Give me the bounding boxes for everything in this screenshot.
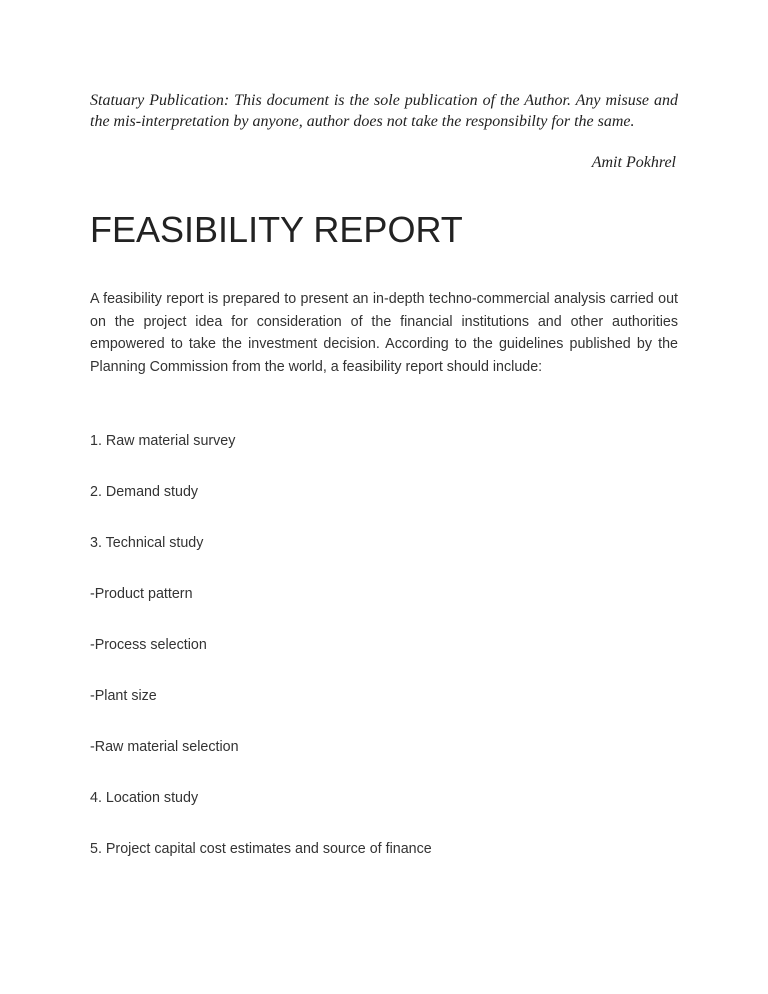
list-item: -Process selection [90, 637, 207, 653]
disclaimer-text: Statuary Publication: This document is the sole publication of the Author. Any misuse and the mis-interpretation by anyone, author does not take the responsibilty for the same. [90, 92, 678, 130]
list-item: 5. Project capital cost estimates and source of finance [90, 841, 432, 857]
list-item: -Product pattern [90, 586, 193, 602]
list-item: 2. Demand study [90, 484, 199, 500]
list-item: 1. Raw material survey [90, 433, 236, 449]
list-item: 4. Location study [90, 790, 199, 806]
list-item: -Raw material selection [90, 739, 239, 755]
intro-paragraph: A feasibility report is prepared to present an in-depth techno-commercial analysis carried out on the project idea for consideration of the financial institutions and other authorities empowered to take the investment decision. According to the guidelines published by the Planning Commission from the world, a feasibility report should include: [90, 291, 678, 375]
author-name: Amit Pokhrel [591, 154, 676, 171]
page-title: FEASIBILITY REPORT [90, 209, 463, 250]
list-item: -Plant size [90, 688, 157, 704]
list-item: 3. Technical study [90, 535, 204, 551]
requirements-list [90, 430, 432, 889]
